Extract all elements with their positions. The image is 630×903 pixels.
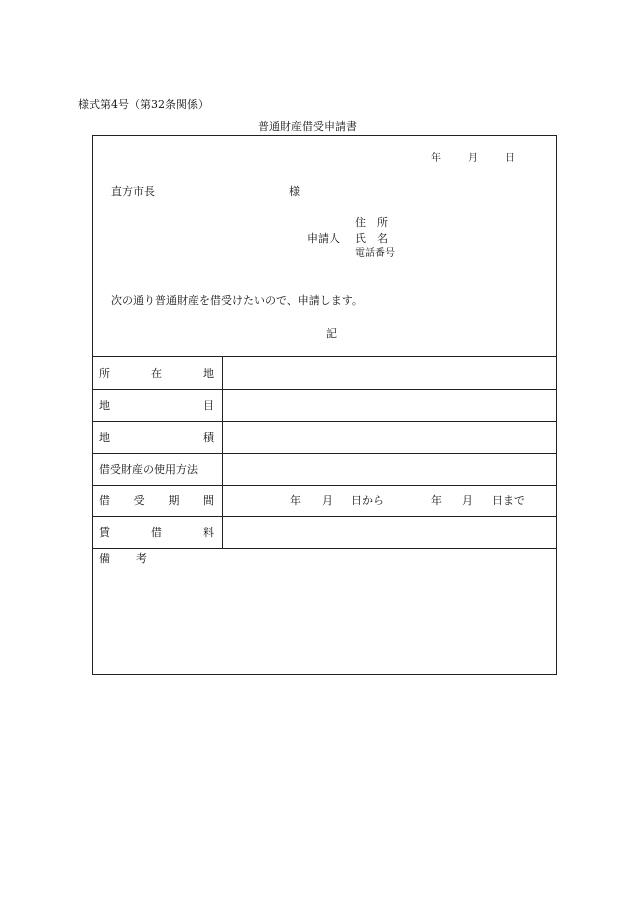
label-area: 地 積 — [99, 431, 214, 444]
label-land-category: 地 目 — [99, 399, 214, 412]
document-title: 普通財産借受申請書 — [258, 120, 357, 133]
application-form — [92, 135, 557, 675]
period-end-month[interactable]: 月 — [462, 494, 473, 507]
period-start-year[interactable]: 年 — [290, 494, 301, 507]
remarks-field[interactable] — [95, 568, 554, 672]
period-end-day[interactable]: 日まで — [492, 494, 525, 507]
label-usage: 借受財産の使用方法 — [99, 463, 198, 476]
addressee-honorific: 様 — [289, 185, 300, 198]
applicant-name-label[interactable]: 氏 名 — [355, 232, 388, 245]
date-year[interactable]: 年 — [431, 153, 441, 164]
statement: 次の通り普通財産を借受けたいので、申請します。 — [111, 294, 363, 307]
row-divider — [93, 548, 556, 549]
usage-field[interactable] — [224, 454, 554, 484]
applicant-label: 申請人 — [307, 232, 340, 245]
label-location: 所 在 地 — [99, 367, 214, 380]
applicant-address-label[interactable]: 住 所 — [355, 216, 388, 229]
period-start-day[interactable]: 日から — [351, 494, 384, 507]
period-end-year[interactable]: 年 — [431, 494, 442, 507]
period-start-month[interactable]: 月 — [322, 494, 333, 507]
column-divider — [222, 356, 223, 548]
label-remarks: 備 考 — [99, 552, 147, 565]
location-field[interactable] — [224, 357, 554, 388]
form-number: 様式第4号（第32条関係） — [78, 98, 209, 111]
date-month[interactable]: 月 — [468, 153, 478, 164]
addressee-name: 直方市長 — [111, 185, 155, 198]
date-day[interactable]: 日 — [505, 153, 515, 164]
applicant-phone-label[interactable]: 電話番号 — [355, 248, 395, 259]
row-divider — [93, 485, 556, 486]
area-field[interactable] — [224, 422, 554, 452]
ki-mark: 記 — [326, 327, 337, 340]
label-period: 借 受 期 間 — [99, 494, 214, 507]
rent-field[interactable] — [224, 517, 554, 547]
land-category-field[interactable] — [224, 390, 554, 420]
label-rent: 賃 借 料 — [99, 526, 214, 539]
